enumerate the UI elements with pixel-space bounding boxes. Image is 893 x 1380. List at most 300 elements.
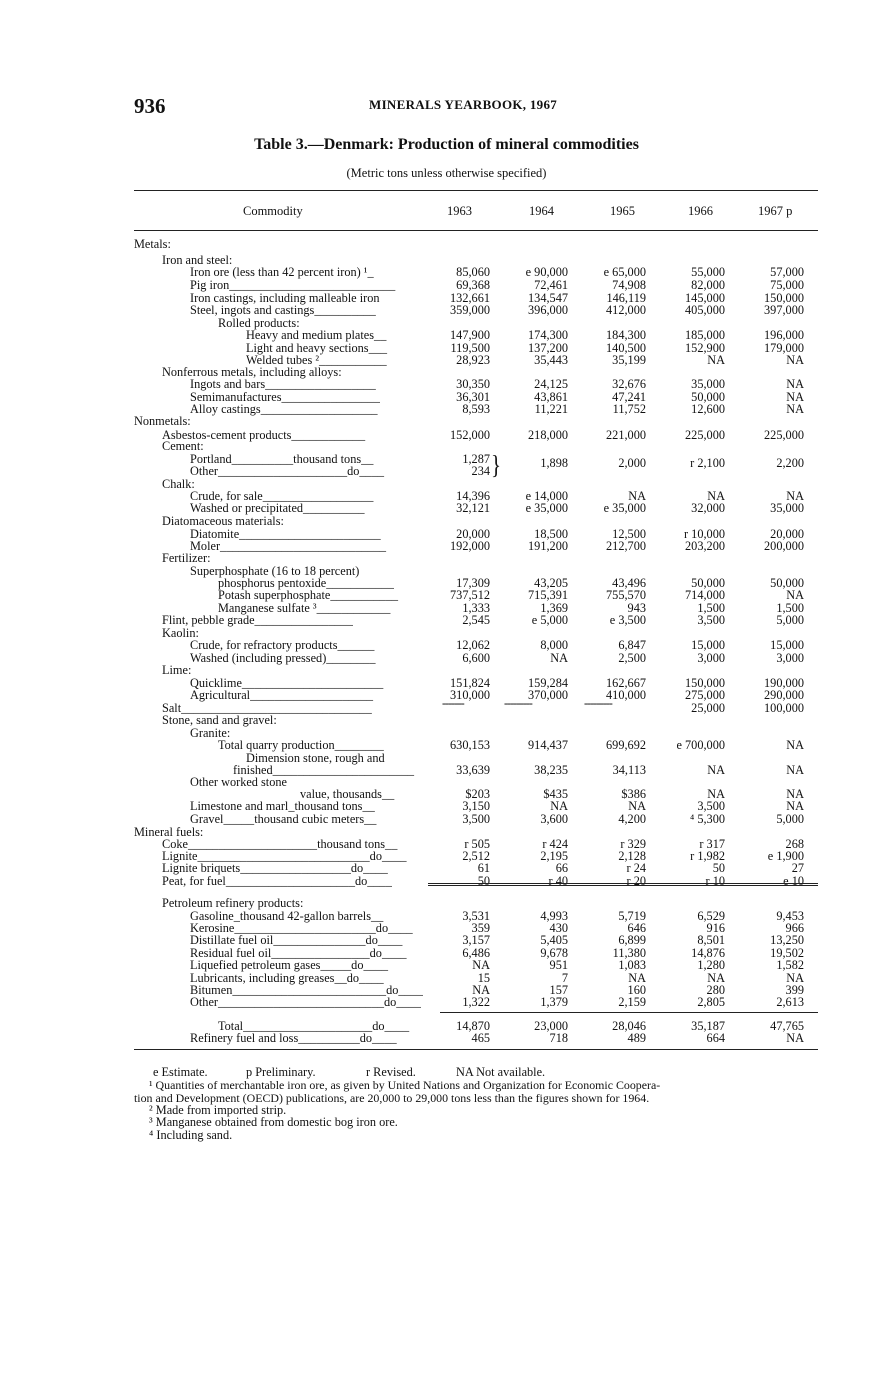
row-label: Crude, for refractory products______: [190, 638, 375, 652]
cell-1966: r 10: [705, 874, 725, 888]
cell-1963: 50: [477, 874, 490, 888]
cell-1963: r 505: [464, 837, 490, 851]
cell-1967: 5,000: [776, 812, 804, 826]
table-row: [0, 897, 893, 910]
cell-1965: 6,899: [618, 933, 646, 947]
cell-1967: 290,000: [764, 688, 804, 702]
cell-1966: 145,000: [685, 291, 725, 305]
cell-1965: 6,847: [618, 638, 646, 652]
cell-1965: 2,500: [618, 651, 646, 665]
row-label: finished_______________________: [233, 763, 415, 777]
row-label: Washed or precipitated__________: [190, 501, 365, 515]
row-label: Bitumen_________________________do____: [190, 983, 423, 997]
cell-1964: 24,125: [534, 377, 568, 391]
table-row: [0, 614, 893, 627]
cell-1963: 2,512: [462, 849, 490, 863]
cell-1964: 5,405: [540, 933, 568, 947]
cell-1964: 914,437: [528, 738, 568, 752]
cell-1965: e 65,000: [603, 265, 646, 279]
cell-1967: NA: [786, 971, 804, 985]
table-row: [0, 329, 893, 342]
cell-1966: NA: [707, 489, 725, 503]
cell-1963: 310,000: [450, 688, 490, 702]
cell-1966: 3,500: [697, 613, 725, 627]
cell-1967: NA: [786, 489, 804, 503]
row-label: Petroleum refinery products:: [162, 896, 304, 910]
cell-1964: 38,235: [534, 763, 568, 777]
cell-1963: 1,333: [462, 601, 490, 615]
cell-1965: e 3,500: [609, 613, 646, 627]
cell-1966: 2,805: [697, 995, 725, 1009]
cell-1963: 3,500: [462, 812, 490, 826]
cell-1965: 943: [627, 601, 646, 615]
cell-1965: 12,500: [612, 527, 646, 541]
table-row: [0, 639, 893, 652]
cell-1966: 225,000: [685, 428, 725, 442]
cell-1964: 35,443: [534, 353, 568, 367]
cell-1967: 35,000: [770, 501, 804, 515]
cell-1966: NA: [707, 763, 725, 777]
footnote-1: ¹ Quantities of merchantable iron ore, as given by United Nations and Organization for Economic Coopera-: [149, 1078, 661, 1092]
cell-1964: 18,500: [534, 527, 568, 541]
table-row: [0, 862, 893, 875]
row-label: Semimanufactures________________: [190, 390, 380, 404]
row-label: Iron castings, including malleable iron: [190, 291, 380, 305]
row-label: Asbestos-cement products____________: [162, 428, 366, 442]
footnote-estimate: e Estimate.: [153, 1065, 208, 1079]
cell-1967: 75,000: [770, 278, 804, 292]
table-row: [0, 1032, 893, 1045]
cell-1966: 3,500: [697, 799, 725, 813]
row-label: Lime:: [162, 663, 192, 677]
cell-1967: 397,000: [764, 303, 804, 317]
cell-1963: 132,661: [450, 291, 490, 305]
cement-1966-value: r 2,100: [690, 456, 725, 470]
row-label: Portland__________thousand tons__: [190, 452, 374, 466]
cell-1967: 150,000: [764, 291, 804, 305]
cell-1967: NA: [786, 353, 804, 367]
cell-1965: 412,000: [606, 303, 646, 317]
cell-1964: 2,195: [540, 849, 568, 863]
cell-1964: 430: [549, 921, 568, 935]
cell-1963: 630,153: [450, 738, 490, 752]
row-label: Stone, sand and gravel:: [162, 713, 277, 727]
cell-1963: 12,062: [456, 638, 490, 652]
cell-1964: 191,200: [528, 539, 568, 553]
cell-1965: 11,380: [612, 946, 646, 960]
row-label: Potash superphosphate___________: [218, 588, 398, 602]
cell-1967: NA: [786, 799, 804, 813]
cell-1963: 69,368: [456, 278, 490, 292]
cell-1967: NA: [786, 738, 804, 752]
cell-1967: 179,000: [764, 341, 804, 355]
cell-1963: 6,600: [462, 651, 490, 665]
cell-1967: 13,250: [770, 933, 804, 947]
cell-1963: 2,545: [462, 613, 490, 627]
cell-1967: 19,502: [770, 946, 804, 960]
cell-1966: 32,000: [691, 501, 725, 515]
footnote-not-available: NA Not available.: [456, 1065, 546, 1079]
cell-1966: 15,000: [691, 638, 725, 652]
row-label: Lignite briquets__________________do____: [162, 861, 388, 875]
cell-1967: NA: [786, 377, 804, 391]
mineral-fuels-separator: [428, 883, 818, 886]
cell-1964: 951: [549, 958, 568, 972]
cell-1964: 396,000: [528, 303, 568, 317]
cell-1965: e 35,000: [603, 501, 646, 515]
row-label: Rolled products:: [218, 316, 300, 330]
row-label: Manganese sulfate ³____________: [218, 601, 391, 615]
cell-1967: 1,582: [776, 958, 804, 972]
row-label: Alloy castings___________________: [190, 402, 378, 416]
cell-1967: 27: [791, 861, 804, 875]
footnote-revised: r Revised.: [366, 1065, 416, 1079]
cell-1963: 147,900: [450, 328, 490, 342]
cell-1964: 3,600: [540, 812, 568, 826]
cell-1963: 192,000: [450, 539, 490, 553]
cell-1965: 162,667: [606, 676, 646, 690]
cell-1965: NA: [628, 799, 646, 813]
cell-1966: 664: [706, 1031, 725, 1045]
cell-1965: 11,752: [612, 402, 646, 416]
cell-1966: 25,000: [691, 701, 725, 715]
row-label: Mineral fuels:: [134, 825, 204, 839]
cell-1963: 32,121: [456, 501, 490, 515]
cell-1966: 50: [712, 861, 725, 875]
cell-1966: r 1,982: [690, 849, 725, 863]
row-label: Residual fuel oil________________do____: [190, 946, 407, 960]
cell-1967: NA: [786, 787, 804, 801]
cell-1963: 234: [471, 464, 490, 478]
row-label: Salt_______________________________: [162, 701, 372, 715]
row-label: Total_____________________do____: [218, 1019, 410, 1033]
cell-1965: 221,000: [606, 428, 646, 442]
cell-1963: 33,639: [456, 763, 490, 777]
cell-1966: 55,000: [691, 265, 725, 279]
cell-1964: NA: [550, 651, 568, 665]
row-label: Other___________________________do____: [190, 995, 421, 1009]
table-row: [0, 378, 893, 391]
cement-1965-value: 2,000: [618, 456, 646, 470]
cell-1963: 3,531: [462, 909, 490, 923]
row-label: Kerosine_______________________do____: [190, 921, 413, 935]
cell-1966: 50,000: [691, 576, 725, 590]
cell-1965: 4,200: [618, 812, 646, 826]
cell-1967: 225,000: [764, 428, 804, 442]
cell-1965: 43,496: [612, 576, 646, 590]
row-label: Other worked stone: [190, 775, 287, 789]
cell-1965: r 24: [626, 861, 646, 875]
cell-1964: 43,861: [534, 390, 568, 404]
cell-1966: 50,000: [691, 390, 725, 404]
cell-1963: NA: [472, 958, 490, 972]
cell-1967: 50,000: [770, 576, 804, 590]
cell-1963: 359: [471, 921, 490, 935]
cell-1964: e 90,000: [525, 265, 568, 279]
header-1964: 1964: [529, 204, 554, 218]
cell-1963: 359,000: [450, 303, 490, 317]
cell-1965: r 20: [626, 874, 646, 888]
header-commodity: Commodity: [243, 204, 303, 218]
cell-1964: 7: [561, 971, 568, 985]
row-label: Washed (including pressed)________: [190, 651, 376, 665]
row-label: Limestone and marl_thousand tons__: [190, 799, 375, 813]
cell-1964: 718: [549, 1031, 568, 1045]
cell-1963: 30,350: [456, 377, 490, 391]
row-label: Nonmetals:: [134, 414, 191, 428]
cell-1967: 200,000: [764, 539, 804, 553]
cell-1965: NA: [628, 971, 646, 985]
cell-1965: 699,692: [606, 738, 646, 752]
cell-1965: 184,300: [606, 328, 646, 342]
row-label: Coke_____________________thousand tons__: [162, 837, 398, 851]
cell-1964: 23,000: [534, 1019, 568, 1033]
table-row: [0, 875, 893, 888]
salt-dash-1963: -------: [442, 696, 464, 710]
cell-1967: 196,000: [764, 328, 804, 342]
cell-1966: 12,600: [691, 402, 725, 416]
cell-1965: 35,199: [612, 353, 646, 367]
cell-1967: 100,000: [764, 701, 804, 715]
cell-1967: 2,613: [776, 995, 804, 1009]
cell-1965: 1,083: [618, 958, 646, 972]
cell-1963: 3,150: [462, 799, 490, 813]
row-label: Agricultural____________________: [190, 688, 374, 702]
cell-1963: 14,396: [456, 489, 490, 503]
cell-1966: 185,000: [685, 328, 725, 342]
cell-1963: 6,486: [462, 946, 490, 960]
row-label: Distillate fuel oil_______________do____: [190, 933, 403, 947]
cell-1964: 43,205: [534, 576, 568, 590]
table-row: [0, 440, 893, 453]
cell-1963: 1,287: [462, 452, 490, 466]
footnote-1-continued: tion and Development (OECD) publications, are 20,000 to 29,000 tons less than the figures shown for 1964.: [134, 1091, 650, 1105]
cell-1967: 268: [785, 837, 804, 851]
row-label: Cement:: [162, 439, 204, 453]
table-row: [0, 304, 893, 317]
cell-1967: NA: [786, 763, 804, 777]
cell-1964: 137,200: [528, 341, 568, 355]
cell-1967: 3,000: [776, 651, 804, 665]
cell-1966: 152,900: [685, 341, 725, 355]
row-label: Granite:: [190, 726, 231, 740]
row-label: value, thousands__: [300, 787, 395, 801]
cell-1964: e 5,000: [531, 613, 568, 627]
table-bottom-rule: [134, 1049, 818, 1050]
cell-1966: 1,280: [697, 958, 725, 972]
cell-1965: 646: [627, 921, 646, 935]
cell-1964: 218,000: [528, 428, 568, 442]
page-number: 936: [134, 94, 166, 118]
cell-1965: 74,908: [612, 278, 646, 292]
row-label: Peat, for fuel_____________________do____: [162, 874, 392, 888]
row-label: phosphorus pentoxide___________: [218, 576, 394, 590]
row-label: Steel, ingots and castings__________: [190, 303, 376, 317]
cell-1964: 8,000: [540, 638, 568, 652]
table-row: [0, 279, 893, 292]
table-row: [0, 552, 893, 565]
row-label: Superphosphate (16 to 18 percent): [190, 564, 360, 578]
row-label: Gravel_____thousand cubic meters__: [190, 812, 377, 826]
cell-1966: 150,000: [685, 676, 725, 690]
cell-1965: 212,700: [606, 539, 646, 553]
table-row: [0, 589, 893, 602]
table-row: [0, 238, 893, 251]
cement-1964-value: 1,898: [540, 456, 568, 470]
table-row: [0, 714, 893, 727]
table-title: Table 3.—Denmark: Production of mineral commodities: [254, 136, 639, 153]
row-label: Dimension stone, rough and: [246, 751, 385, 765]
cell-1966: 916: [706, 921, 725, 935]
table-row: [0, 515, 893, 528]
cell-1965: NA: [628, 489, 646, 503]
cell-1963: 17,309: [456, 576, 490, 590]
table-subtitle: (Metric tons unless otherwise specified): [346, 166, 547, 180]
cell-1965: $386: [621, 787, 646, 801]
row-label: Gasoline_thousand 42-gallon barrels__: [190, 909, 384, 923]
table-row: [0, 415, 893, 428]
cell-1964: r 424: [542, 837, 568, 851]
cell-1963: 14,870: [456, 1019, 490, 1033]
cell-1963: $203: [465, 787, 490, 801]
cell-1963: 119,500: [450, 341, 490, 355]
table-row: [0, 739, 893, 752]
cell-1964: 1,379: [540, 995, 568, 1009]
salt-dash-1964: ---------: [504, 696, 532, 710]
cell-1966: r 317: [699, 837, 725, 851]
cell-1966: 35,000: [691, 377, 725, 391]
header-1963: 1963: [447, 204, 472, 218]
cell-1966: 8,501: [697, 933, 725, 947]
row-label: Crude, for sale__________________: [190, 489, 374, 503]
cell-1964: e 35,000: [525, 501, 568, 515]
cell-1967: e 1,900: [767, 849, 804, 863]
cell-1967: NA: [786, 588, 804, 602]
cell-1966: 1,500: [697, 601, 725, 615]
row-label: Moler___________________________: [190, 539, 387, 553]
cell-1965: 34,113: [612, 763, 646, 777]
table-row: [0, 664, 893, 677]
cell-1966: NA: [707, 787, 725, 801]
row-label: Pig iron___________________________: [190, 278, 396, 292]
row-label: Ingots and bars__________________: [190, 377, 376, 391]
table-row: [0, 502, 893, 515]
cell-1965: 28,046: [612, 1019, 646, 1033]
cell-1966: 6,529: [697, 909, 725, 923]
cell-1964: $435: [543, 787, 568, 801]
cell-1963: 20,000: [456, 527, 490, 541]
header-1967: 1967 p: [758, 204, 793, 218]
header-1965: 1965: [610, 204, 635, 218]
cell-1967: 1,500: [776, 601, 804, 615]
cell-1965: 32,676: [612, 377, 646, 391]
row-label: Heavy and medium plates__: [246, 328, 387, 342]
cell-1967: 190,000: [764, 676, 804, 690]
cell-1966: ⁴ 5,300: [689, 812, 725, 826]
cell-1965: 410,000: [606, 688, 646, 702]
row-label: Lubricants, including greases__do____: [190, 971, 384, 985]
table-row: [0, 266, 893, 279]
cell-1967: 399: [785, 983, 804, 997]
cell-1963: 36,301: [456, 390, 490, 404]
row-label: Iron ore (less than 42 percent iron) ¹_: [190, 265, 374, 279]
cell-1963: NA: [472, 983, 490, 997]
cell-1963: 737,512: [450, 588, 490, 602]
cell-1965: r 329: [620, 837, 646, 851]
cell-1967: e 10: [783, 874, 804, 888]
cell-1966: 714,000: [685, 588, 725, 602]
header-1966: 1966: [688, 204, 713, 218]
cell-1967: 966: [785, 921, 804, 935]
row-label: Flint, pebble grade________________: [162, 613, 353, 627]
cell-1964: r 40: [548, 874, 568, 888]
cell-1967: 20,000: [770, 527, 804, 541]
cell-1965: 755,570: [606, 588, 646, 602]
cell-1963: 85,060: [456, 265, 490, 279]
cell-1963: 8,593: [462, 402, 490, 416]
cell-1963: 152,000: [450, 428, 490, 442]
table-row: [0, 959, 893, 972]
cell-1967: 57,000: [770, 265, 804, 279]
row-label: Chalk:: [162, 477, 195, 491]
cell-1966: 203,200: [685, 539, 725, 553]
footnote-4: ⁴ Including sand.: [149, 1128, 233, 1142]
row-label: Quicklime_______________________: [190, 676, 384, 690]
cell-1967: NA: [786, 402, 804, 416]
cell-1965: 489: [627, 1031, 646, 1045]
row-label: Diatomite_______________________: [190, 527, 381, 541]
running-head: MINERALS YEARBOOK, 1967: [369, 97, 558, 112]
row-label: Liquefied petroleum gases_____do____: [190, 958, 389, 972]
cell-1966: NA: [707, 971, 725, 985]
cell-1967: 5,000: [776, 613, 804, 627]
cell-1963: 465: [471, 1031, 490, 1045]
row-label: Total quarry production________: [218, 738, 384, 752]
cell-1964: NA: [550, 799, 568, 813]
cell-1966: 82,000: [691, 278, 725, 292]
cell-1964: 370,000: [528, 688, 568, 702]
cell-1966: 3,000: [697, 651, 725, 665]
cell-1963: 61: [477, 861, 490, 875]
row-label: Metals:: [134, 237, 171, 251]
table-row: [0, 996, 893, 1009]
cell-1965: 5,719: [618, 909, 646, 923]
cell-1967: NA: [786, 1031, 804, 1045]
cell-1964: e 14,000: [525, 489, 568, 503]
cell-1966: 35,187: [691, 1019, 725, 1033]
cell-1966: 275,000: [685, 688, 725, 702]
cement-1967-value: 2,200: [776, 456, 804, 470]
row-label: Iron and steel:: [162, 253, 233, 267]
cell-1963: 3,157: [462, 933, 490, 947]
cell-1963: 15: [477, 971, 490, 985]
cell-1964: 157: [549, 983, 568, 997]
cell-1965: 140,500: [606, 341, 646, 355]
cell-1967: 15,000: [770, 638, 804, 652]
footnote-preliminary: p Preliminary.: [246, 1065, 316, 1079]
cell-1966: 280: [706, 983, 725, 997]
cell-1964: 4,993: [540, 909, 568, 923]
cell-1963: 1,322: [462, 995, 490, 1009]
salt-dash-1965: ---------: [584, 696, 612, 710]
footnote-3: ³ Manganese obtained from domestic bog iron ore.: [149, 1115, 398, 1129]
total-separator: [440, 1012, 818, 1013]
cell-1965: 146,119: [606, 291, 646, 305]
cell-1967: NA: [786, 390, 804, 404]
cement-brace: }: [491, 449, 502, 480]
footnote-2: ² Made from imported strip.: [149, 1103, 287, 1117]
cell-1965: 2,128: [618, 849, 646, 863]
